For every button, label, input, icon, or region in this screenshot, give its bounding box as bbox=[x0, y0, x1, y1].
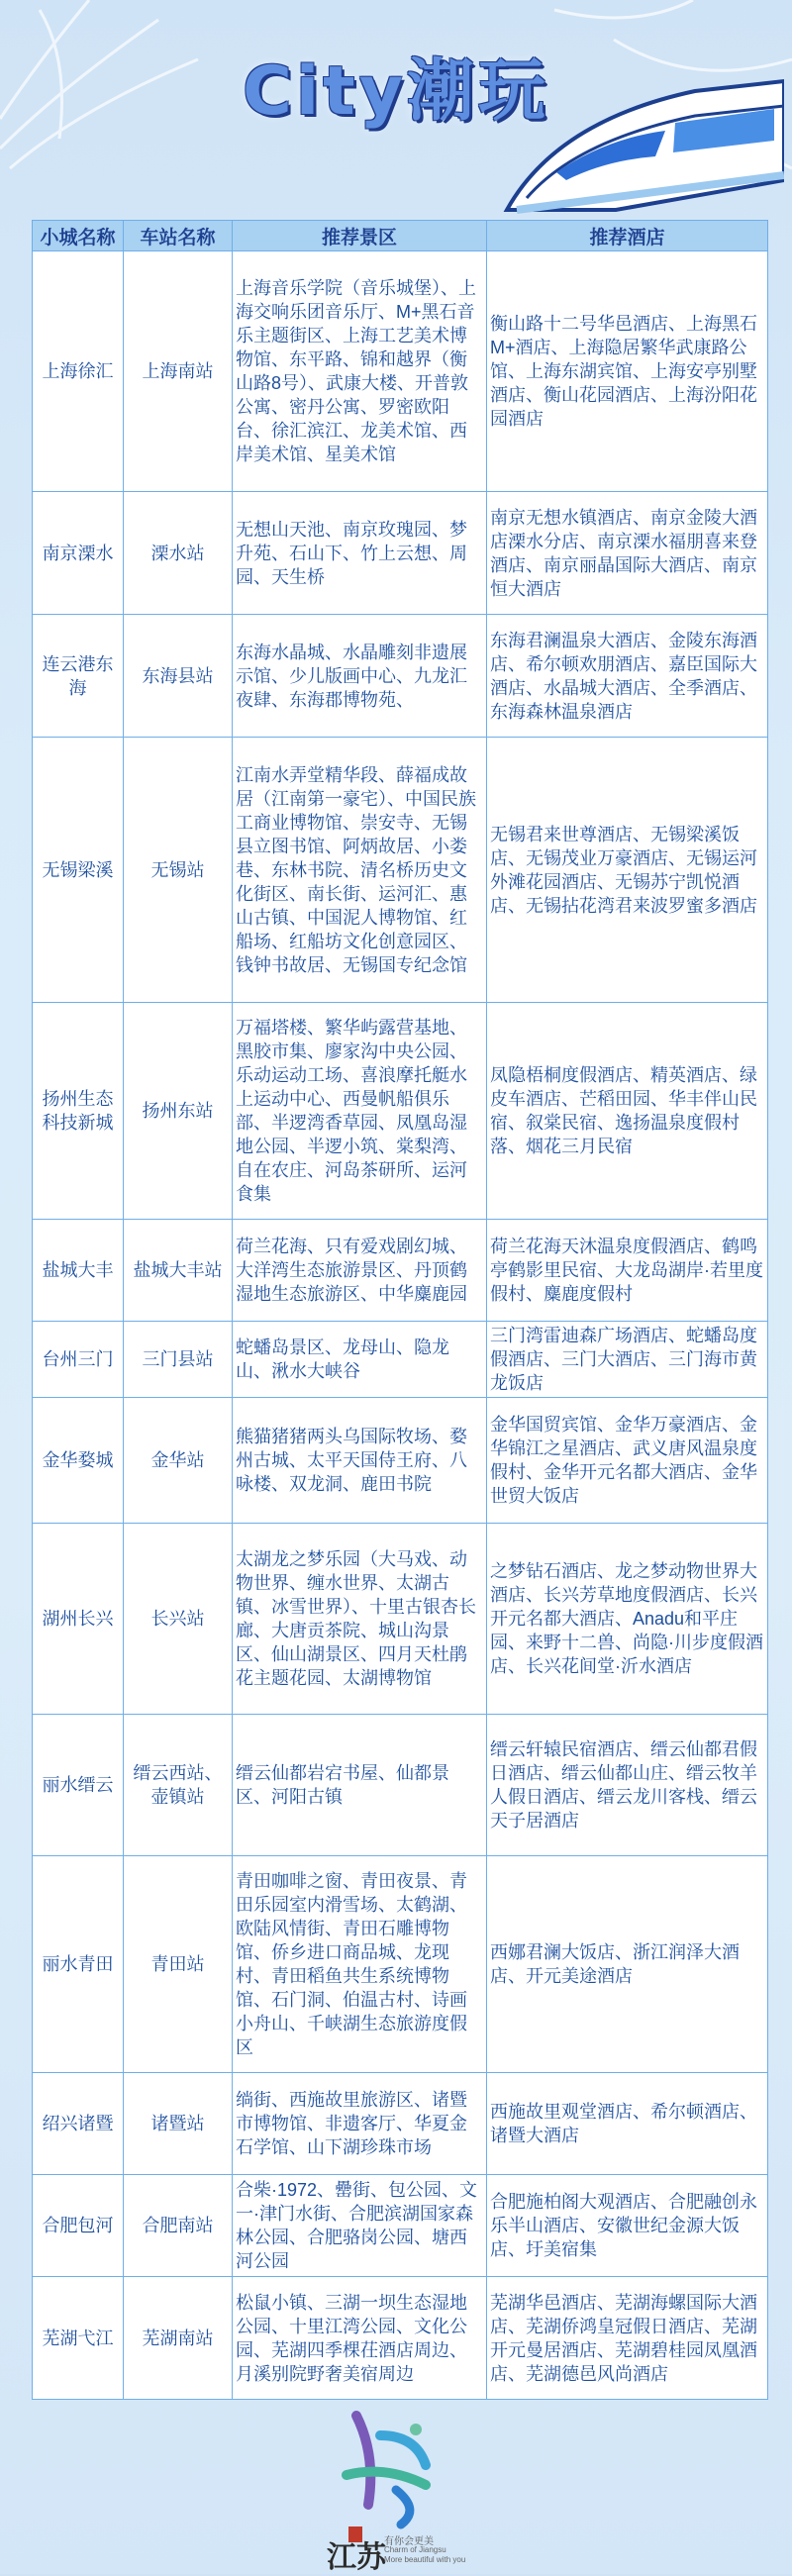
table-row bbox=[33, 1524, 768, 1715]
station-cell: 缙云西站、壶镇站 bbox=[124, 1715, 233, 1856]
city-cell: 盐城大丰 bbox=[33, 1220, 124, 1322]
hotels-cell: 凤隐梧桐度假酒店、精英酒店、绿皮车酒店、芒稻田园、华丰伴山民宿、叙棠民宿、逸扬温泉度假村落、烟花三月民宿 bbox=[487, 1003, 768, 1220]
table-row bbox=[33, 1398, 768, 1524]
station-cell: 芜湖南站 bbox=[124, 2277, 233, 2400]
station-cell: 长兴站 bbox=[124, 1524, 233, 1715]
hotels-cell: 合肥施柏阁大观酒店、合肥融创永乐半山酒店、安徽世纪金源大饭店、圩美宿集 bbox=[487, 2175, 768, 2277]
table-row bbox=[33, 2073, 768, 2175]
spots-cell: 青田咖啡之窗、青田夜景、青田乐园室内滑雪场、太鹤湖、欧陆风情街、青田石雕博物馆、侨乡进口商品城、龙现村、青田稻鱼共生系统博物馆、石门洞、伯温古村、诗画小舟山、千峡湖生态旅游度假区 bbox=[233, 1856, 487, 2073]
city-cell: 丽水青田 bbox=[33, 1856, 124, 2073]
table-row bbox=[33, 738, 768, 1003]
table-row bbox=[33, 1715, 768, 1856]
column-header-city: 小城名称 bbox=[33, 221, 124, 251]
station-cell: 盐城大丰站 bbox=[124, 1220, 233, 1322]
spots-cell: 合柴·1972、罍街、包公园、文一·津门水街、合肥滨湖国家森林公园、合肥骆岗公园、塘西河公园 bbox=[233, 2175, 487, 2277]
city-cell: 台州三门 bbox=[33, 1322, 124, 1398]
column-header-spots: 推荐景区 bbox=[233, 221, 487, 251]
table-row bbox=[33, 1220, 768, 1322]
recommendation-table bbox=[32, 220, 768, 2400]
hotels-cell: 无锡君来世尊酒店、无锡梁溪饭店、无锡茂业万豪酒店、无锡运河外滩花园酒店、无锡苏宁凯悦酒店、无锡拈花湾君来波罗蜜多酒店 bbox=[487, 738, 768, 1003]
station-cell: 青田站 bbox=[124, 1856, 233, 2073]
spots-cell: 绱街、西施故里旅游区、诸暨市博物馆、非遗客厅、华夏金石学馆、山下湖珍珠市场 bbox=[233, 2073, 487, 2175]
spots-cell: 蛇蟠岛景区、龙母山、隐龙山、湫水大峡谷 bbox=[233, 1322, 487, 1398]
header-banner bbox=[0, 0, 792, 220]
spots-cell: 太湖龙之梦乐园（大马戏、动物世界、缠水世界、太湖古镇、冰雪世界）、十里古银杏长廊、大唐贡茶院、城山沟景区、仙山湖景区、四月天杜鹃花主题花园、太湖博物馆 bbox=[233, 1524, 487, 1715]
city-cell: 金华婺城 bbox=[33, 1398, 124, 1524]
city-cell: 芜湖弋江 bbox=[33, 2277, 124, 2400]
city-cell: 合肥包河 bbox=[33, 2175, 124, 2277]
city-cell: 绍兴诸暨 bbox=[33, 2073, 124, 2175]
city-cell: 丽水缙云 bbox=[33, 1715, 124, 1856]
hotels-cell: 南京无想水镇酒店、南京金陵大酒店溧水分店、南京溧水福朋喜来登酒店、南京丽晶国际大酒店、南京恒大酒店 bbox=[487, 492, 768, 615]
hotels-cell: 芜湖华邑酒店、芜湖海螺国际大酒店、芜湖侨鸿皇冠假日酒店、芜湖开元曼居酒店、芜湖碧桂园凤凰酒店、芜湖德邑风尚酒店 bbox=[487, 2277, 768, 2400]
tagline-en-2: More beautiful with you bbox=[384, 2555, 466, 2564]
city-cell: 上海徐汇 bbox=[33, 251, 124, 492]
station-cell: 扬州东站 bbox=[124, 1003, 233, 1220]
spots-cell: 无想山天池、南京玫瑰园、梦升苑、石山下、竹上云想、周园、天生桥 bbox=[233, 492, 487, 615]
tagline-en-1: Charm of Jiangsu bbox=[384, 2545, 446, 2554]
hotels-cell: 东海君澜温泉大酒店、金陵东海酒店、希尔顿欢朋酒店、嘉臣国际大酒店、水晶城大酒店、全季酒店、东海森林温泉酒店 bbox=[487, 615, 768, 738]
hotels-cell: 衡山路十二号华邑酒店、上海黑石M+酒店、上海隐居繁华武康路公馆、上海东湖宾馆、上海安亭别墅酒店、衡山花园酒店、上海汾阳花园酒店 bbox=[487, 251, 768, 492]
city-cell: 无锡梁溪 bbox=[33, 738, 124, 1003]
hotels-cell: 西施故里观堂酒店、希尔顿酒店、诸暨大酒店 bbox=[487, 2073, 768, 2175]
table-row bbox=[33, 1003, 768, 1220]
table-row bbox=[33, 615, 768, 738]
hotels-cell: 三门湾雷迪森广场酒店、蛇蟠岛度假酒店、三门大酒店、三门海市黄龙饭店 bbox=[487, 1322, 768, 1398]
station-cell: 东海县站 bbox=[124, 615, 233, 738]
hotels-cell: 金华国贸宾馆、金华万豪酒店、金华锦江之星酒店、武义唐风温泉度假村、金华开元名都大酒店、金华世贸大饭店 bbox=[487, 1398, 768, 1524]
table-row bbox=[33, 251, 768, 492]
city-cell: 连云港东海 bbox=[33, 615, 124, 738]
hotels-cell: 缙云轩辕民宿酒店、缙云仙都君假日酒店、缙云仙都山庄、缙云牧羊人假日酒店、缙云龙川客栈、缙云天子居酒店 bbox=[487, 1715, 768, 1856]
train-icon bbox=[497, 61, 784, 220]
table-header-row bbox=[33, 221, 768, 251]
spots-cell: 松鼠小镇、三湖一坝生态湿地公园、十里江湾公园、文化公园、芜湖四季棵茌酒店周边、月溪别院野奢美宿周边 bbox=[233, 2277, 487, 2400]
tagline-cn: 有你会更美 bbox=[384, 2536, 434, 2547]
spots-cell: 东海水晶城、水晶雕刻非遗展示馆、少儿版画中心、九龙汇夜肆、东海郡博物苑、 bbox=[233, 615, 487, 738]
station-cell: 金华站 bbox=[124, 1398, 233, 1524]
station-cell: 诸暨站 bbox=[124, 2073, 233, 2175]
logo-text: 江苏 bbox=[327, 2540, 386, 2575]
spots-cell: 缙云仙都岩宕书屋、仙都景区、河阳古镇 bbox=[233, 1715, 487, 1856]
station-cell: 溧水站 bbox=[124, 492, 233, 615]
hotels-cell: 之梦钻石酒店、龙之梦动物世界大酒店、长兴芳草地度假酒店、长兴开元名都大酒店、Anadu和平庄园、来野十二兽、尚隐·川步度假酒店、长兴花间堂·沂水酒店 bbox=[487, 1524, 768, 1715]
spots-cell: 熊猫猪猪两头乌国际牧场、婺州古城、太平天国侍王府、八咏楼、双龙洞、鹿田书院 bbox=[233, 1398, 487, 1524]
station-cell: 合肥南站 bbox=[124, 2175, 233, 2277]
spots-cell: 江南水弄堂精华段、薛福成故居（江南第一豪宅）、中国民族工商业博物馆、崇安寺、无锡县立图书馆、阿炳故居、小娄巷、东林书院、清名桥历史文化街区、南长街、运河汇、惠山古镇、中国泥人博物馆、红船场、红船坊文化创意园区、钱钟书故居、无锡国专纪念馆 bbox=[233, 738, 487, 1003]
spots-cell: 万福塔楼、繁华屿露营基地、黑胶市集、廖家沟中央公园、乐动运动工场、喜浪摩托艇水上运动中心、西曼帆船俱乐部、半逻湾香草园、凤凰岛湿地公园、半逻小筑、棠梨湾、自在农庄、河岛茶研所、运河食集 bbox=[233, 1003, 487, 1220]
city-cell: 南京溧水 bbox=[33, 492, 124, 615]
spots-cell: 荷兰花海、只有爱戏剧幻城、大洋湾生态旅游景区、丹顶鹤湿地生态旅游区、中华麋鹿园 bbox=[233, 1220, 487, 1322]
spots-cell: 上海音乐学院（音乐城堡）、上海交响乐团音乐厅、M+黑石音乐主题街区、上海工艺美术博物馆、东平路、锦和越界（衡山路8号）、武康大楼、开普敦公寓、密丹公寓、罗密欧阳台、徐汇滨江、龙美术馆、西岸美术馆、星美术馆 bbox=[233, 251, 487, 492]
page-title: City潮玩 bbox=[242, 52, 550, 131]
column-header-hotels: 推荐酒店 bbox=[487, 221, 768, 251]
station-cell: 上海南站 bbox=[124, 251, 233, 492]
city-cell: 扬州生态科技新城 bbox=[33, 1003, 124, 1220]
table-row bbox=[33, 2175, 768, 2277]
city-cell: 湖州长兴 bbox=[33, 1524, 124, 1715]
table-row bbox=[33, 2277, 768, 2400]
table-row bbox=[33, 492, 768, 615]
hotels-cell: 荷兰花海天沐温泉度假酒店、鹤鸣亭鹤影里民宿、大龙岛湖岸·若里度假村、麋鹿度假村 bbox=[487, 1220, 768, 1322]
hotels-cell: 西娜君澜大饭店、浙江润泽大酒店、开元美途酒店 bbox=[487, 1856, 768, 2073]
station-cell: 三门县站 bbox=[124, 1322, 233, 1398]
table-row bbox=[33, 1322, 768, 1398]
column-header-station: 车站名称 bbox=[124, 221, 233, 251]
station-cell: 无锡站 bbox=[124, 738, 233, 1003]
table-row bbox=[33, 1856, 768, 2073]
